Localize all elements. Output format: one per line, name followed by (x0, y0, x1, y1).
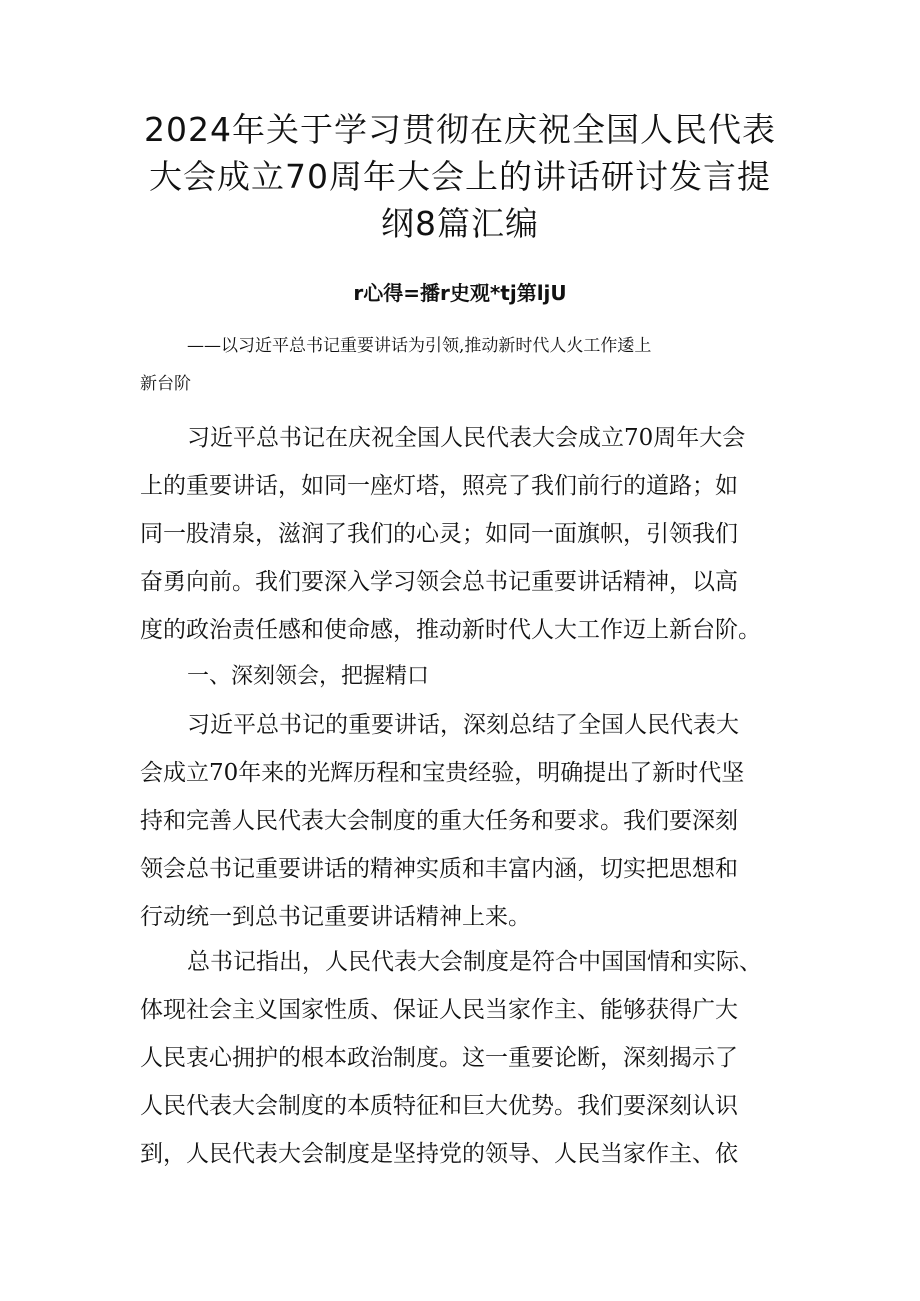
text-line: 领会总书记重要讲话的精神实质和丰富内涵，切实把思想和 (140, 856, 738, 882)
article-subheading: r心得=播r史观*tj第ljU (353, 281, 567, 305)
tagline-line: 新台阶 (140, 374, 191, 394)
text-line: 总书记指出，人民代表大会制度是符合中国国情和实际、 (187, 949, 762, 975)
text-line: 人民衷心拥护的根本政治制度。这一重要论断，深刻揭示了 (140, 1045, 738, 1071)
text-line: 上的重要讲话，如同一座灯塔，照亮了我们前行的道路；如 (140, 473, 738, 499)
text-line: 会成立70年来的光辉历程和宝贵经验，明确提出了新时代坚 (140, 760, 745, 786)
text-line: 同一股清泉，滋润了我们的心灵；如同一面旗帜，引领我们 (140, 521, 738, 547)
title-line: 2024年关于学习贯彻在庆祝全国人民代表 (144, 110, 776, 149)
text-line: 奋勇向前。我们要深入学习领会总书记重要讲话精神，以高 (140, 569, 738, 595)
text-line: 持和完善人民代表大会制度的重大任务和要求。我们要深刻 (140, 808, 738, 834)
paragraph-section-1 (140, 701, 790, 941)
article-tagline (140, 327, 790, 403)
paragraph-section-1-continued (140, 938, 790, 1178)
text-line: 行动统一到总书记重要讲话精神上来。 (140, 904, 531, 930)
text-line: 习近平总书记的重要讲话，深刻总结了全国人民代表大 (187, 712, 739, 738)
text-line: 到，人民代表大会制度是坚持党的领导、人民当家作主、依 (140, 1141, 738, 1167)
section-heading: 一、深刻领会，把握精口 (187, 664, 430, 689)
text-line: 体现社会主义国家性质、保证人民当家作主、能够获得广大 (140, 997, 738, 1023)
text-line: 人民代表大会制度的本质特征和巨大优势。我们要深刻认识 (140, 1093, 738, 1119)
document-title (120, 106, 800, 247)
title-line: 纲8篇汇编 (381, 204, 539, 243)
tagline-line: ——以习近平总书记重要讲话为引领,推动新时代人火工作逶上 (187, 336, 652, 356)
text-line: 度的政治责任感和使命感，推动新时代人大工作迈上新台阶。 (140, 617, 761, 643)
paragraph-intro (140, 414, 790, 654)
text-line: 习近平总书记在庆祝全国人民代表大会成立70周年大会 (187, 425, 746, 451)
title-line: 大会成立70周年大会上的讲话研讨发言提 (149, 157, 771, 196)
